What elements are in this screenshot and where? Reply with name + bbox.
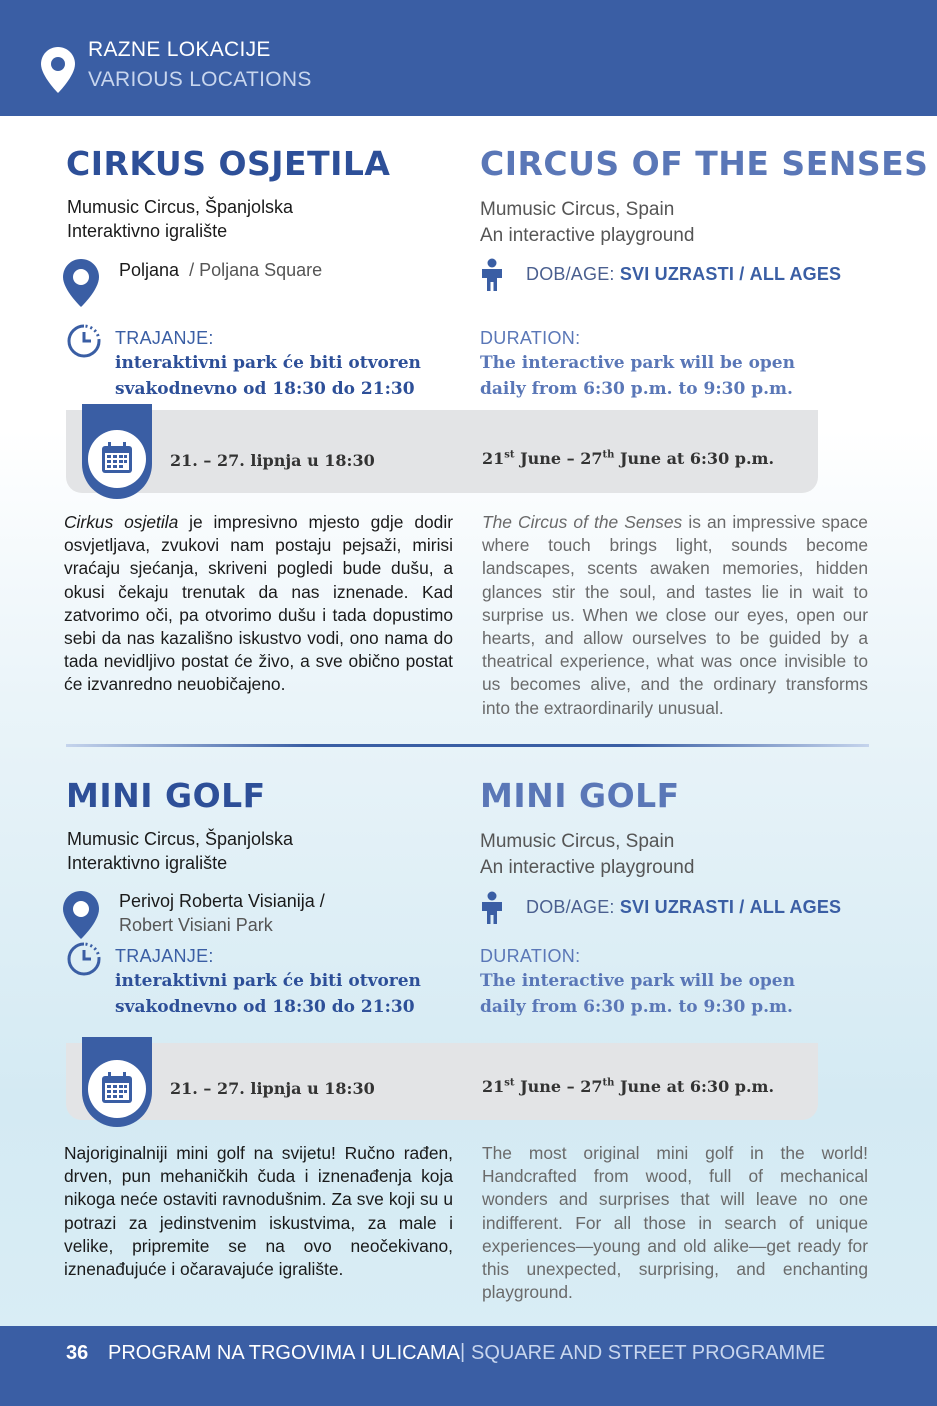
- duration-hr-line2: svakodnevno od 18:30 do 21:30: [115, 997, 415, 1017]
- event-title-hr: CIRKUS OSJETILA: [66, 144, 391, 183]
- type-en: An interactive playground: [480, 225, 695, 246]
- date-en: 21st June – 27th June at 6:30 p.m.: [482, 1077, 775, 1096]
- description-en: The most original mini golf in the world! Handcrafted from wood, full of mechanical wonders and surprises that will leave no one indifferent. For all those in search of unique experiences—young and old alike—get ready for this unexpected, surprising, and enchanting playground.: [482, 1143, 868, 1303]
- age-info: DOB/AGE: SVI UZRASTI / ALL AGES: [526, 264, 842, 284]
- age-info: DOB/AGE: SVI UZRASTI / ALL AGES: [526, 897, 842, 917]
- calendar-icon: [101, 1072, 133, 1104]
- duration-hr-line1: interaktivni park će biti otvoren: [115, 353, 421, 373]
- event-title-hr: MINI GOLF: [66, 776, 266, 815]
- location-pin-icon: [62, 890, 100, 940]
- duration-en-line2: daily from 6:30 p.m. to 9:30 p.m.: [480, 379, 793, 399]
- duration-en-line2: daily from 6:30 p.m. to 9:30 p.m.: [480, 997, 793, 1017]
- header-title-en: VARIOUS LOCATIONS: [88, 68, 312, 91]
- duration-label-hr: TRAJANJE:: [115, 946, 214, 966]
- footer-bar: [0, 1326, 937, 1406]
- type-hr: Interaktivno igralište: [67, 221, 228, 241]
- date-band: [66, 410, 818, 493]
- duration-hr-line1: interaktivni park će biti otvoren: [115, 971, 421, 991]
- calendar-badge: [88, 1060, 146, 1118]
- date-hr: 21. – 27. lipnja u 18:30: [170, 1079, 375, 1098]
- organizer-hr: Mumusic Circus, Španjolska: [67, 829, 294, 849]
- description-hr: Cirkus osjetila je impresivno mjesto gdje dodir osvjetljava, zvukovi nam postaju pejsaži, mirisi vraćaju sjećanja, skriveni pogledi bude dušu, a okusi čekaju trenutak da nas iznenade. Kad zatvorimo oči, pa otvorimo dušu i tada dopustimo sebi da nas kazališno iskustvo vodi, ono nama do tada nevidljivo postat će živo, a sve obično postat će izvanredno neuobičajeno.: [64, 512, 453, 695]
- duration-en-line1: The interactive park will be open: [480, 353, 795, 373]
- person-icon: [480, 891, 504, 925]
- footer-title-hr: PROGRAM NA TRGOVIMA I ULICAMA: [108, 1342, 460, 1364]
- page-number: 36: [66, 1342, 89, 1364]
- location-pin-icon: [40, 46, 76, 94]
- section-divider: [66, 744, 869, 747]
- date-en: 21st June – 27th June at 6:30 p.m.: [482, 449, 775, 468]
- header-bar: [0, 0, 937, 116]
- organizer-en: Mumusic Circus, Spain: [480, 199, 675, 220]
- person-icon: [480, 258, 504, 292]
- description-hr: Najoriginalniji mini golf na svijetu! Ručno rađen, drven, pun mehaničkih čuda i iznenađenja koja nikoga neće ostaviti ravnodušnim. Za sve koji su u potrazi za jedinstvenim iskustvima, za male i velike, pripremite se na ovo neočekivano, iznenađujuće i očaravajuće igralište.: [64, 1143, 453, 1280]
- clock-icon: [66, 323, 102, 359]
- clock-icon: [66, 941, 102, 977]
- organizer-en: Mumusic Circus, Spain: [480, 831, 675, 852]
- duration-label-en: DURATION:: [480, 946, 581, 966]
- date-hr: 21. – 27. lipnja u 18:30: [170, 451, 375, 470]
- duration-en-line1: The interactive park will be open: [480, 971, 795, 991]
- calendar-icon: [101, 442, 133, 474]
- location-hr: Perivoj Roberta Visianija /: [119, 891, 325, 911]
- description-en: The Circus of the Senses is an impressive space where touch brings light, sounds become landscapes, scents awaken memories, hidden glances stir the soul, and tastes lie in wait to surprise us. When we close our eyes, open our hearts, and allow ourselves to be guided by a theatrical experience, what was once invisible to us becomes alive, and the ordinary transforms into the extraordinarily unusual.: [482, 512, 868, 718]
- header-title-hr: RAZNE LOKACIJE: [88, 38, 271, 61]
- duration-label-hr: TRAJANJE:: [115, 328, 214, 348]
- type-hr: Interaktivno igralište: [67, 853, 228, 873]
- duration-label-en: DURATION:: [480, 328, 581, 348]
- location-en: Robert Visiani Park: [119, 915, 273, 935]
- organizer-hr: Mumusic Circus, Španjolska: [67, 197, 294, 217]
- event-title-en: CIRCUS OF THE SENSES: [480, 144, 929, 183]
- type-en: An interactive playground: [480, 857, 695, 878]
- location-hr: Poljana / Poljana Square: [119, 260, 323, 280]
- footer-title-en: SQUARE AND STREET PROGRAMME: [471, 1342, 826, 1364]
- duration-hr-line2: svakodnevno od 18:30 do 21:30: [115, 379, 415, 399]
- calendar-badge: [88, 430, 146, 488]
- date-band: [66, 1043, 818, 1120]
- footer-separator: |: [460, 1341, 466, 1363]
- location-pin-icon: [62, 258, 100, 308]
- event-title-en: MINI GOLF: [480, 776, 680, 815]
